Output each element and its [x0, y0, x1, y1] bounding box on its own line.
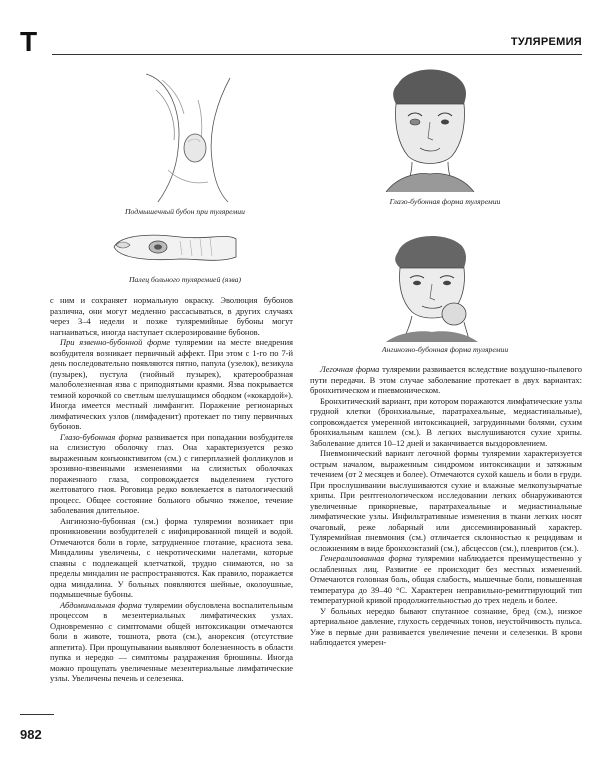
right-column	[310, 364, 582, 648]
oculoglandular-face-illustration	[378, 64, 482, 192]
figure-caption-4: Ангинозно-бубонная форма туляремии	[381, 345, 509, 354]
form-term: Абдоминальная форма	[60, 599, 142, 610]
finger-ulcer-illustration	[110, 225, 240, 270]
form-term: Генерализованная форма	[320, 553, 413, 563]
form-term: При язвенно-бубонной форме	[60, 337, 171, 347]
figure-caption-3: Глазо-бубонная форма туляремии	[389, 197, 501, 206]
anginal-bubo-face-illustration	[380, 230, 484, 342]
axillary-bubo-illustration	[138, 70, 238, 204]
form-term: Глазо-бубонная форма	[60, 431, 143, 442]
page-number-rule	[20, 714, 54, 715]
running-header	[20, 28, 582, 58]
figure-caption-2: Палец больного туляремией (язва)	[128, 275, 242, 284]
paragraph: Бронхитический вариант, при котором поражаются лимфатические узлы грудной клетки (бронхиальные, паратрахеальные, медиастинальные), сопровождается умеренной интоксикацией, загрудинными болями, сухим бронхиальным кашлем (см.). В легких выслушиваются сухие хрипы. Заболевание длится 10–12 дней и заканчивается выздоровлением.	[310, 395, 582, 448]
paragraph: Пневмонический вариант легочной формы туляремии характеризуется острым началом, выраженным синдромом интоксикации и затяжным течением (от 2 месяцев и более). Отмечаются сухой кашель и боли в груди. При прослушивании выслушиваются сухие и влажные мелкопузырчатые хрипы. При рентгенологическом исследовании легких обнаруживаются увеличенные прикорневые, паратрахеальные и медиастинальные лимфатические узлы. Инфильтративные изменения в ткани легких носят очаговый, реже лобарный или диссеминированный характер. Туляремийная пневмония (см.) отличается склонностью к рецидивам и осложнениям в виде бронхоэктазий (см.), абсцессов (см.), плевритов (см.).	[310, 448, 582, 553]
paragraph: с ним и сохраняет нормальную окраску. Эволюция бубонов различна, они могут медленно рассасываться, в других случаях через 3–4 недели и позже туляремийные бубоны могут нагнаиваться, иногда наступает склерозирование бубонов.	[50, 295, 293, 337]
running-title: ТУЛЯРЕМИЯ	[510, 36, 582, 48]
paragraph: Легочная форма туляремии развивается вследствие воздушно-пылевого пути передачи. В этом случае заболевание протекает в двух вариантах: бронхитическом и пневмоническом.	[310, 364, 582, 395]
form-term: Легочная форма	[320, 364, 380, 374]
page-number: 982	[20, 727, 42, 742]
paragraph: Генерализованная форма туляремии наблюдается преимущественно у ослабленных лиц. Развитие ее происходит без местных изменений. Отмечаются головная боль, общая слабость, мышечные боли, повышенная температура до 39–40 °С. Характерен неправильно-ремиттирующий тип температурной кривой продолжительностью до трех недель и более.	[310, 553, 583, 605]
paragraph: Абдоминальная форма туляремии обусловлена воспалительным процессом в мезентериальных лимфатических узлах. Одновременно с симптомами общей интоксикации отмечаются боли в животе, тошнота, рвота (см.), анорексия (отсутствие аппетита). При прощупывании выявляют болезненность в области пупка и нередко — симптомы раздражения брюшины. Иногда можно прощупать увеличенные мезентериальные лимфатические узлы. Увеличены печень и селезенка.	[50, 599, 293, 683]
section-letter: Т	[20, 26, 38, 57]
paragraph: При язвенно-бубонной форме туляремии на месте внедрения возбудителя возникает первичный аффект. При этом с 1-го по 7-й день последовательно появляются пятно, папула (узелок), везикула (пузырек), пустула (гнойный пузырек), кратерообразная малоболезненная язва с приподнятыми краями. Язва покрывается темной корочкой со светлым шелушащимся ободком («кокардой»). Иногда имеется местный лимфангит. Поражение регионарных лимфатических узлов (лимфаденит) протекает по типу первичных бубонов.	[50, 337, 293, 431]
figure-caption-1: Подмышечный бубон при туляремии	[125, 207, 245, 216]
paragraph: Ангинозно-бубонная (см.) форма туляремии возникает при проникновении возбудителей с инфицированной пищей и водой. Отмечаются боли в горле, затрудненное глотание, краснота зева. Миндалины увеличены, с некротическими налетами, которые спаяны с подлежащей клетчаткой, трудно снимаются, но за пределы миндалин не распространяются. Как правило, поражается одна миндалина. У больных появляются шейные, околоушные, подмышечные бубоны.	[50, 515, 293, 599]
header-rule	[52, 54, 582, 55]
paragraph: Глазо-бубонная форма развивается при попадании возбудителя на слизистую оболочку глаз. Она характеризуется резко выраженным конъюнктивитом (см.) с гиперплазией фолликулов и эрозивно-язвенными изменениями на слизистых оболочках пораженного глаза, сопровождается выделением густого желтоватого гноя. Роговица редко вовлекается в патологический процесс. Общее состояние больного обычно тяжелое, течение заболевания длительное.	[50, 431, 293, 515]
left-column	[50, 295, 293, 684]
paragraph: У больных нередко бывают спутанное сознание, бред (см.), низкое артериальное давление, глухость сердечных тонов, неустойчивость пульса. Уже в первые дни развивается увеличение печени и селезенки. В крови наблюдается умерен-	[310, 605, 582, 647]
